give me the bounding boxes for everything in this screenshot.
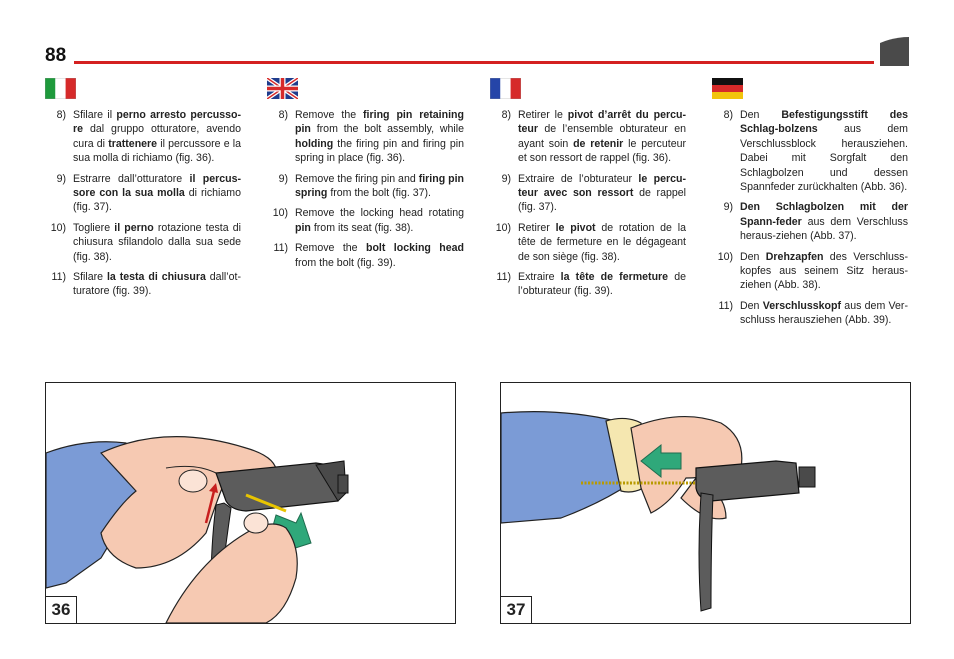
instruction-text [295, 172, 464, 201]
instruction-number: 8) [56, 109, 66, 121]
instruction-text [518, 108, 686, 166]
instruction-number: 9) [501, 172, 511, 185]
instruction-plain-text: the firing pin and firing pin spring in place (fig. 36). [295, 137, 464, 165]
instruction-item [485, 108, 686, 166]
instruction-item [707, 299, 908, 328]
italy-flag-icon [45, 78, 76, 99]
figure-36-illustration [46, 383, 455, 623]
instruction-text [73, 172, 241, 215]
instruction-item [707, 108, 908, 194]
instruction-text [73, 221, 241, 264]
instruction-plain-text: from the bolt (fig. 37). [327, 187, 432, 200]
instruction-number: 9) [56, 172, 66, 185]
instruction-plain-text: Remove the firing pin and [295, 172, 419, 185]
instruction-plain-text: Remove the locking head rotating [295, 207, 464, 220]
uk-flag-icon [267, 78, 298, 99]
instruction-plain-text: from its seat (fig. 38). [310, 221, 414, 234]
instruction-plain-text: Estrarre dall’otturatore [73, 172, 190, 185]
instruction-plain-text: Extraire [518, 271, 561, 284]
instruction-bold-text: Befestigungsstift des Schlag-bolzens [740, 109, 908, 136]
instruction-plain-text: aus dem Ver-schluss herausziehen (Abb. 39). [740, 299, 908, 327]
figure-36-label: 36 [46, 596, 77, 623]
instruction-text [518, 172, 686, 215]
instruction-bold-text: le pivot [555, 221, 596, 234]
instruction-text [740, 299, 908, 328]
france-flag-icon [490, 78, 521, 99]
instruction-item [262, 241, 464, 270]
figure-37-label: 37 [501, 596, 532, 623]
instruction-item [262, 206, 464, 235]
instruction-item [262, 108, 464, 166]
instruction-item [40, 221, 241, 264]
instruction-plain-text: dal gruppo otturatore, avendo cura di [73, 123, 241, 150]
instruction-item [40, 270, 241, 299]
instruction-plain-text: Sfilare [73, 271, 107, 284]
instruction-bold-text: pivot d’arrêt du percu-teur [518, 109, 686, 136]
instruction-item [485, 172, 686, 215]
instruction-plain-text: de l’obturateur (fig. 39). [518, 271, 687, 298]
instruction-bold-text: Verschlusskopf [762, 299, 842, 312]
instruction-number: 11) [273, 242, 288, 255]
instruction-plain-text: dall’ot-turatore (fig. 39). [73, 271, 241, 298]
instruction-number: 10) [272, 207, 288, 220]
instruction-plain-text: Retirer le [518, 109, 568, 121]
column-french [485, 108, 686, 305]
instruction-item [40, 108, 241, 166]
instruction-plain-text: from the bolt assembly, while [310, 123, 464, 136]
instruction-plain-text: le percuteur et son ressort de rappel (fig. 36). [518, 137, 686, 165]
instruction-bold-text: Den Schlagbolzen mit der Spann-feder [740, 201, 908, 228]
column-italian [40, 108, 241, 305]
instruction-plain-text: rotazione testa di chiusura sfilandolo dalla sua sede (fig. 38). [73, 221, 242, 263]
instruction-text [740, 108, 908, 194]
instruction-text [295, 108, 464, 166]
instruction-number: 11) [718, 299, 733, 312]
instruction-plain-text: Remove the [295, 109, 364, 121]
instruction-plain-text: de l’ensemble obturateur en ayant soin [518, 123, 686, 150]
instruction-bold-text: perno arresto percusso-re [73, 109, 241, 136]
instruction-plain-text: il percussore e la sua molla di richiamo (fig. 36). [73, 137, 241, 165]
figure-37-illustration [501, 383, 910, 623]
instruction-plain-text: Retirer [518, 221, 556, 234]
instruction-plain-text: aus dem Verschluss heraus-ziehen (Abb. 37). [740, 215, 908, 243]
instruction-number: 10) [717, 250, 733, 263]
header-rule [74, 61, 874, 64]
instruction-bold-text: le percu-teur avec son ressort [518, 172, 686, 200]
column-german [707, 108, 908, 334]
instruction-item [707, 200, 908, 243]
instruction-bold-text: de retenir [573, 137, 624, 150]
instruction-bold-text: il perno [114, 221, 154, 234]
instruction-plain-text: des Verschluss-kopfes aus seinem Sitz heraus-ziehen (Abb. 38). [740, 250, 908, 292]
instruction-text [740, 250, 908, 293]
instruction-text [295, 206, 464, 235]
instruction-number: 10) [50, 221, 66, 234]
instruction-bold-text: il percus-sore con la sua molla [73, 172, 241, 200]
instruction-item [40, 172, 241, 215]
instruction-bold-text: Drehzapfen [765, 250, 824, 263]
instruction-number: 11) [496, 271, 511, 284]
page-number: 88 [45, 45, 67, 66]
instruction-number: 8) [723, 109, 733, 121]
page-corner-tab-icon [880, 37, 909, 66]
instruction-bold-text: la tête de fermeture [560, 271, 669, 284]
instruction-plain-text: Den [740, 250, 766, 263]
instruction-number: 8) [278, 109, 288, 121]
instruction-plain-text: from the bolt (fig. 39). [295, 256, 396, 269]
instruction-item [262, 172, 464, 201]
instruction-item [707, 250, 908, 293]
instruction-bold-text: firing pin retaining pin [295, 109, 464, 136]
column-english [262, 108, 464, 276]
instruction-bold-text: firing pin spring [295, 172, 464, 200]
instruction-plain-text: di richiamo (fig. 37). [73, 187, 241, 214]
germany-flag-icon [712, 78, 743, 99]
instruction-text [518, 270, 686, 299]
instruction-bold-text: trattenere [108, 137, 158, 150]
instruction-number: 11) [51, 271, 66, 284]
instruction-plain-text: Den [740, 109, 782, 121]
instruction-plain-text: de rotation de la tête de fermeture en le dégageant de son siège (fig. 38). [518, 221, 686, 263]
instruction-text [295, 241, 464, 270]
instruction-bold-text: pin [295, 221, 311, 234]
instruction-text [518, 221, 686, 264]
instruction-text [73, 270, 241, 299]
instruction-item [485, 221, 686, 264]
instruction-plain-text: Remove the [295, 242, 366, 255]
instruction-plain-text: Sfilare il [73, 109, 117, 121]
figure-36 [45, 382, 456, 624]
instruction-bold-text: bolt locking head [365, 242, 465, 255]
instruction-number: 9) [278, 172, 288, 185]
instruction-plain-text: de rappel (fig. 37). [518, 187, 686, 214]
instruction-plain-text: aus dem Verschlussblock herausziehen. Dabei mit Sorgfalt den Schlagbolzen und dessen Spannfeder zurückhalten (Abb. 36). [740, 123, 908, 194]
instruction-plain-text: Extraire de l’obturateur [518, 172, 639, 185]
instruction-number: 9) [723, 201, 733, 214]
instruction-plain-text: Den [740, 299, 763, 312]
instruction-bold-text: holding [295, 137, 334, 150]
instruction-number: 10) [495, 221, 511, 234]
instruction-plain-text: Togliere [73, 221, 115, 234]
instruction-item [485, 270, 686, 299]
instruction-text [740, 200, 908, 243]
instruction-text [73, 108, 241, 166]
instruction-number: 8) [501, 109, 511, 121]
instruction-bold-text: la testa di chiusura [106, 271, 206, 284]
figure-37 [500, 382, 911, 624]
